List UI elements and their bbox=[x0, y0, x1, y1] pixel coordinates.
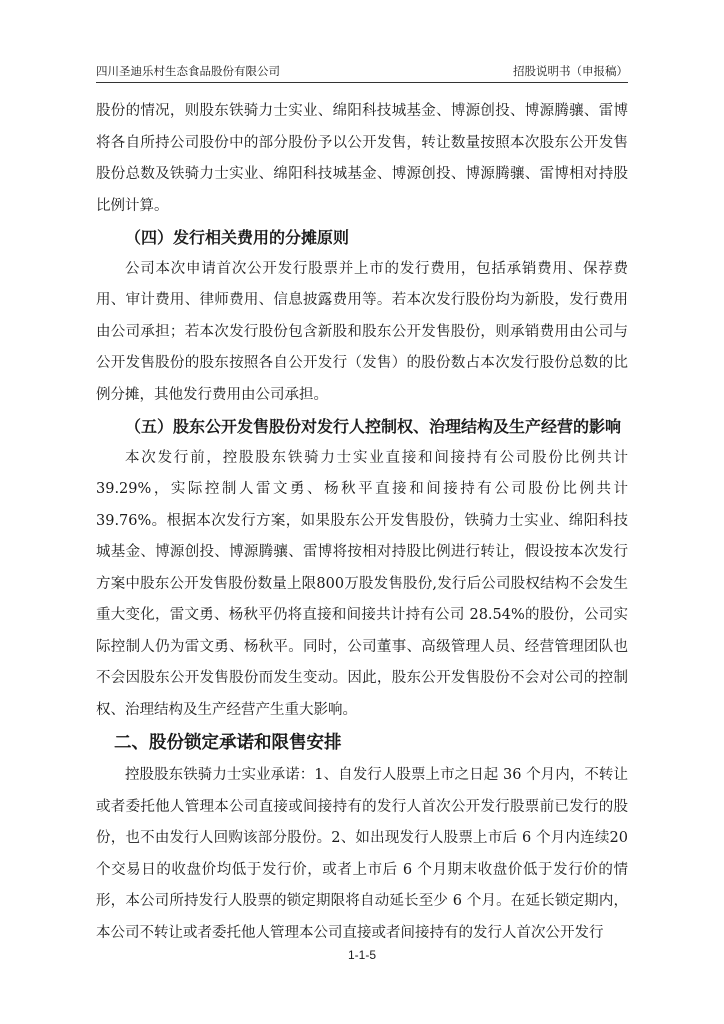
heading-lockup-commitments: 二、股份锁定承诺和限售安排 bbox=[114, 733, 342, 753]
paragraph-fee-allocation: 公司本次申请首次公开发行股票并上市的发行费用，包括承销费用、保荐费用、审计费用、律师费用、信息披露费用等。若本次发行股份均为新股，发行费用由公司承担；若本次发行股份包含新股和股东公开发售股份，则承销费用由公司与公开发售股份的股东按照各自公开发行（发售）的股份数占本次发行股份总数的比例分摊，其他发行费用由公司承担。 bbox=[96, 260, 628, 403]
header-document-type: 招股说明书（申报稿） bbox=[513, 64, 628, 78]
paragraph-lockup-commitments: 控股股东铁骑力士实业承诺：1、自发行人股票上市之日起 36 个月内，不转让或者委托他人管理本公司直接或间接持有的发行人首次公开发行股票前已发行的股份，也不由发行人回购该部分股份。2、如出现发行人股票上市后 6 个月内连续20 个交易日的收盘价均低于发行价，或者上市后 6 个月期末收盘价低于发行价的情形，本公司所持发行人股票的锁定期限将自动延长至少 6 个月。在延长锁定期内，本公司不转让或者委托他人管理本公司直接或者间接持有的发行人首次公开发行 bbox=[96, 767, 628, 941]
page-number: 1-1-5 bbox=[347, 948, 376, 962]
page-header bbox=[96, 62, 628, 83]
heading-fee-allocation: （四）发行相关费用的分摊原则 bbox=[125, 228, 350, 247]
header-company-name: 四川圣迪乐村生态食品股份有限公司 bbox=[96, 64, 280, 78]
heading-control-impact: （五）股东公开发售股份对发行人控制权、治理结构及生产经营的影响 bbox=[125, 417, 622, 436]
paragraph-control-impact: 本次发行前，控股股东铁骑力士实业直接和间接持有公司股份比例共计39.29%，实际控制人雷文勇、杨秋平直接和间接持有公司股份比例共计 39.76%。根据本次发行方案，如果股东公开发售股份，铁骑力士实业、绵阳科技城基金、博源创投、博源腾骧、雷博将按相对持股比例进行转让，假设按本次发行方案中股东公开发售股份数量上限800万股发售股份,发行后公司股权结构不会发生重大变化，雷文勇、杨秋平仍将直接和间接共计持有公司 28.54%的股份，公司实际控制人仍为雷文勇、杨秋平。同时，公司董事、高级管理人员、经营管理团队也不会因股东公开发售股份而发生变动。因此，股东公开发售股份不会对公司的控制权、治理结构及生产经营产生重大影响。 bbox=[96, 449, 628, 718]
page-body bbox=[96, 96, 628, 949]
paragraph-share-sale-calculation: 股份的情况，则股东铁骑力士实业、绵阳科技城基金、博源创投、博源腾骧、雷博将各自所持公司股份中的部分股份予以公开发售，转让数量按照本次股东公开发售股份总数及铁骑力士实业、绵阳科技城基金、博源创投、博源腾骧、雷博相对持股比例计算。 bbox=[96, 103, 628, 214]
